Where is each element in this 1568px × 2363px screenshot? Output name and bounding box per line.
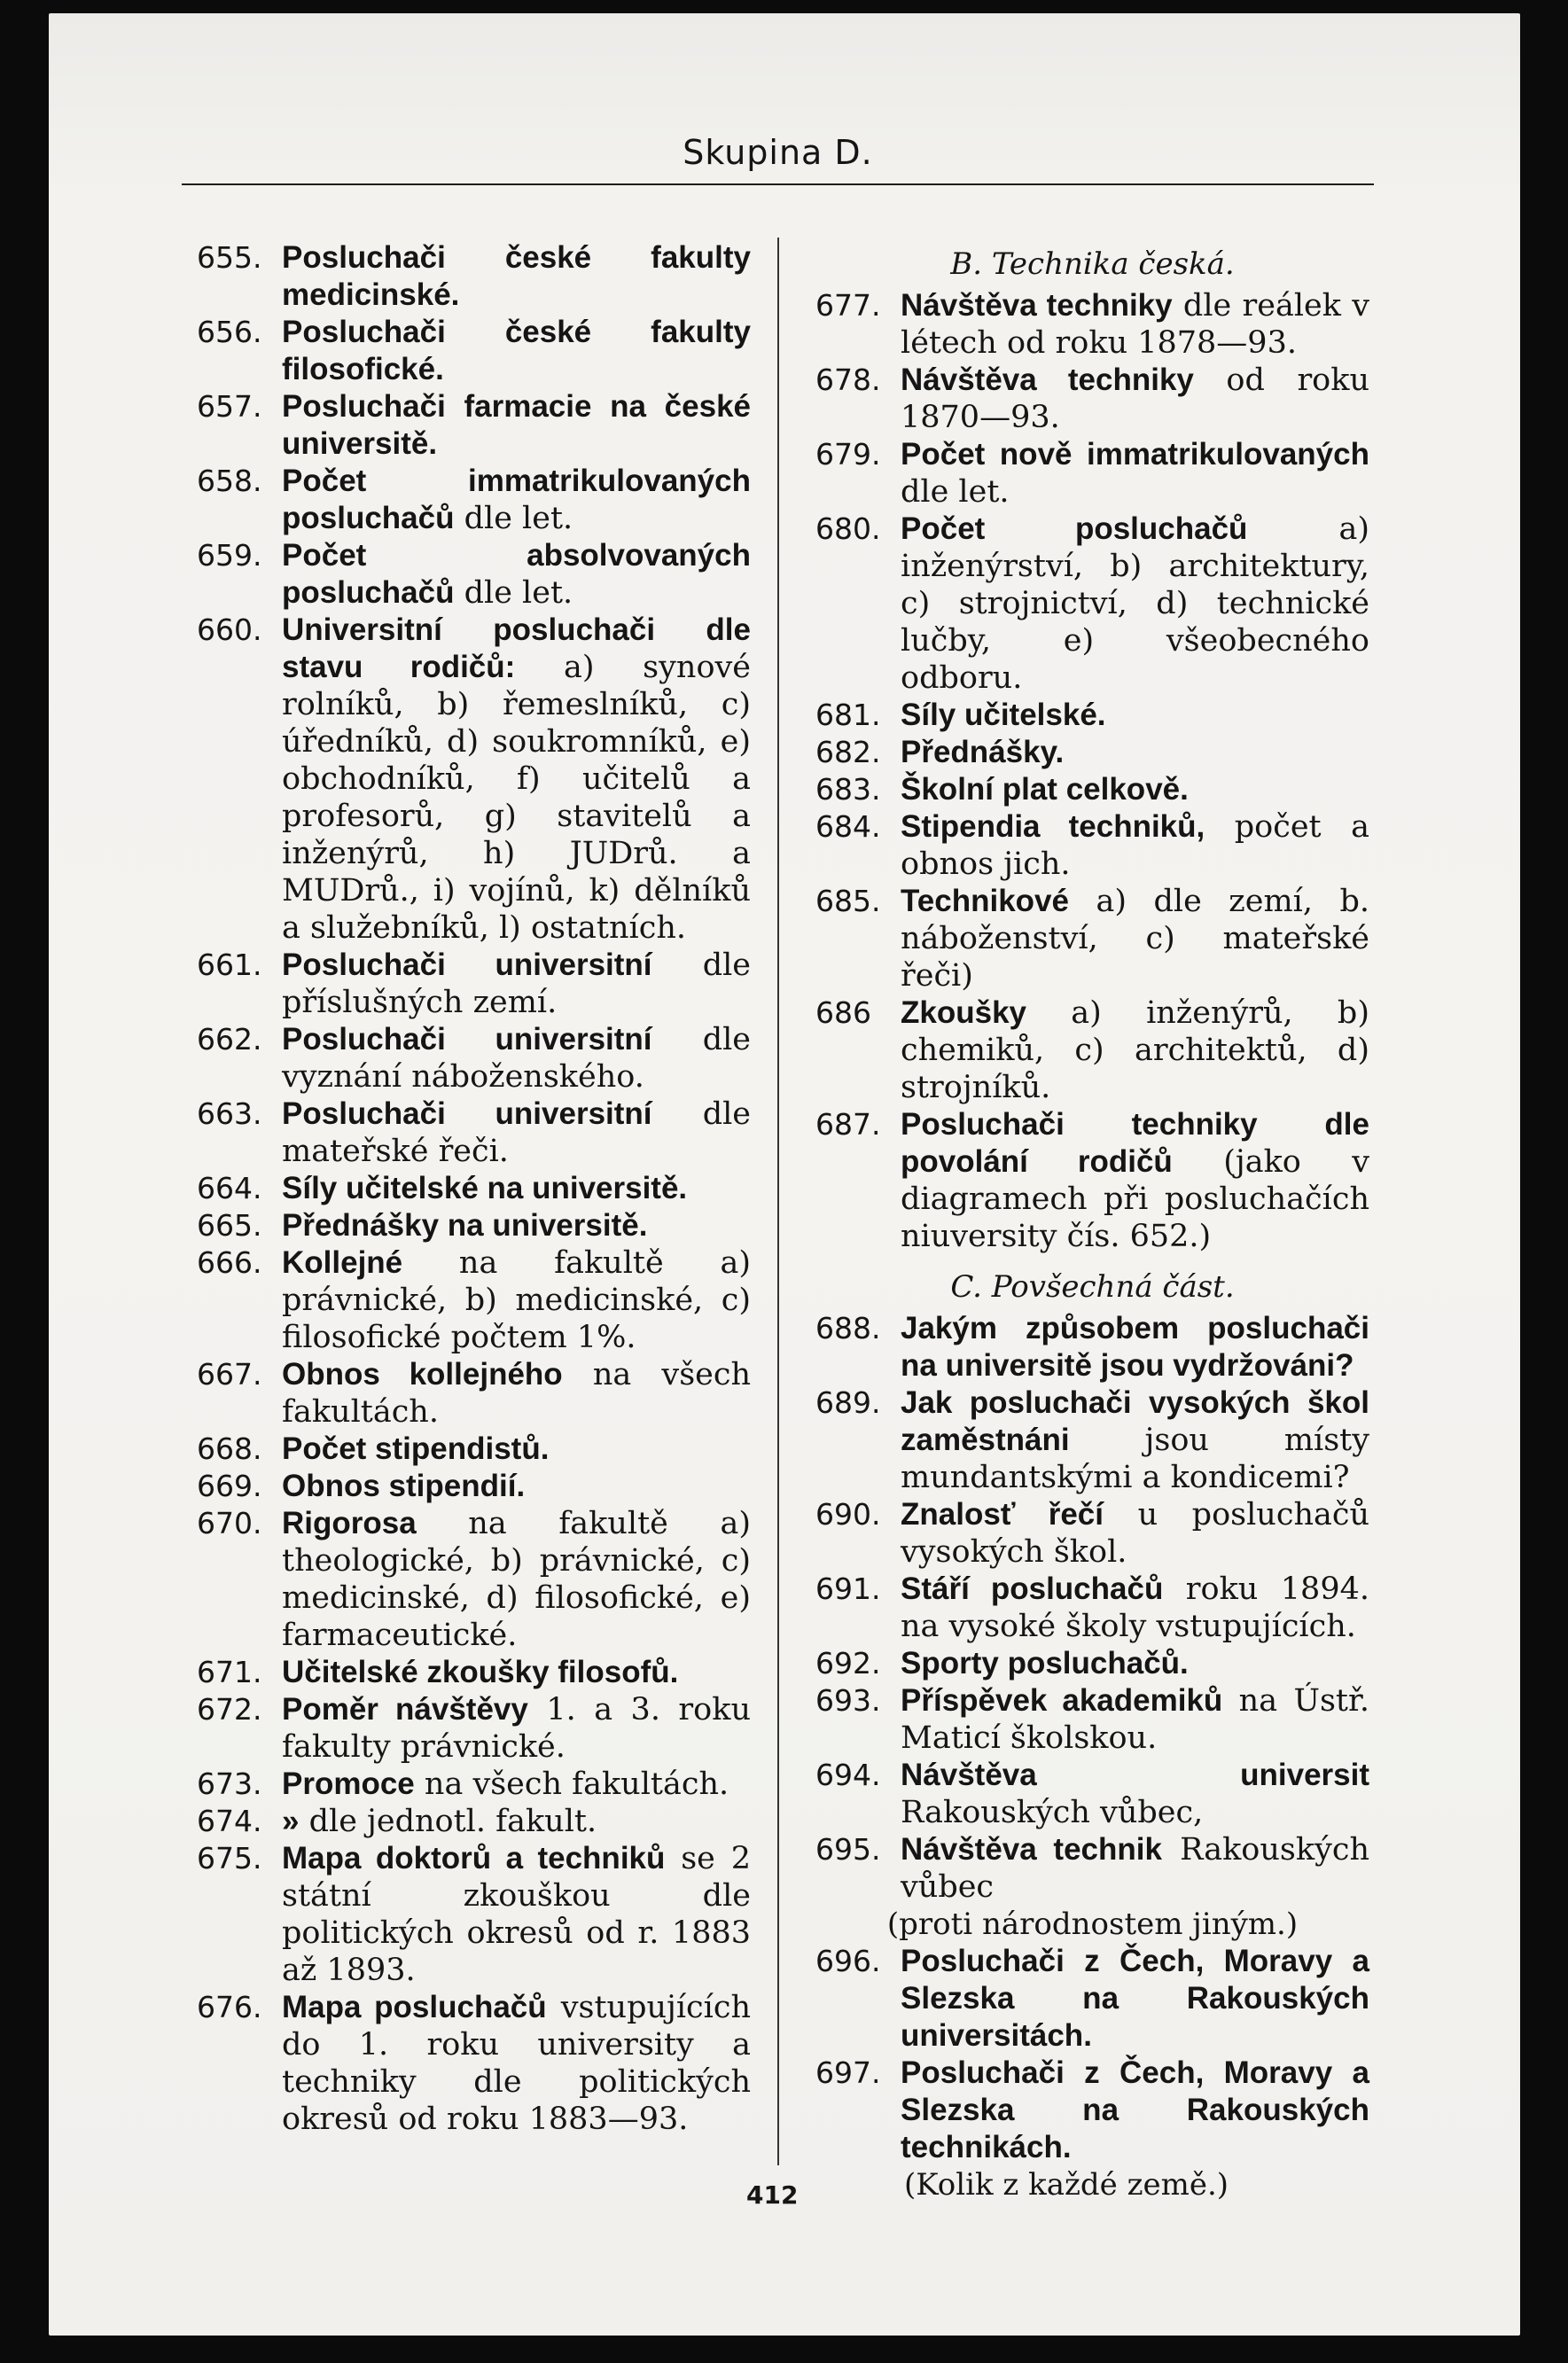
header-rule: [182, 183, 1374, 185]
entry-title: Síly učitelské.: [901, 698, 1106, 732]
column-divider: [777, 238, 779, 2165]
entry-description: dle jednotl. fakult.: [299, 1804, 597, 1839]
list-item: [197, 1468, 751, 1505]
entry-title: Školní plat celkově.: [901, 772, 1189, 807]
entry-number: 682.: [815, 735, 881, 769]
entry-text: [901, 1310, 1369, 1384]
list-item: [197, 463, 751, 537]
entry-title: Obnos kollejného: [282, 1357, 563, 1392]
list-item: [815, 1571, 1369, 1645]
entry-text: [282, 1840, 751, 1989]
entry-title: Posluchači universitní: [282, 1022, 652, 1057]
entry-number: 669.: [197, 1469, 262, 1503]
list-item: [815, 734, 1369, 771]
entry-title: Zkoušky: [901, 995, 1026, 1030]
entry-description: a) dle zemí, b. náboženství, c) mateřské řeči): [901, 884, 1369, 994]
entry-number: 692.: [815, 1646, 881, 1681]
entry-number: 676.: [197, 1990, 262, 2024]
entry-text: [901, 697, 1369, 734]
list-item: [815, 1682, 1369, 1757]
list-item: [197, 1170, 751, 1207]
entry-title: Technikové: [901, 884, 1069, 918]
entry-title: Počet nově immatrikulovaných: [901, 437, 1369, 472]
entry-text: [282, 1021, 751, 1096]
entry-number: 694.: [815, 1758, 881, 1792]
entry-title: Síly učitelské na universitě.: [282, 1171, 688, 1205]
list-item: [815, 994, 1369, 1106]
list-item: [815, 2055, 1369, 2166]
entry-number: 666.: [197, 1245, 262, 1280]
entry-title: Návštěva techniky: [901, 288, 1173, 323]
list-item: [815, 771, 1369, 808]
entry-title: Rigorosa: [282, 1506, 417, 1540]
entry-text: [282, 1989, 751, 2138]
entry-description: se 2 státní zkouškou dle politických okresů od r. 1883 až 1893.: [282, 1841, 751, 1988]
list-item: [197, 239, 751, 314]
entry-text: [282, 1654, 751, 1691]
entry-title: »: [282, 1804, 300, 1838]
entry-description: od roku 1870—93.: [901, 363, 1369, 435]
entry-title: Stipendia techniků,: [901, 809, 1205, 844]
entry-number: 696.: [815, 1944, 881, 1978]
entry-description: na fakultě a) theologické, b) právnické, c) medicinské, d) filosofické, e) farmaceutické.: [282, 1506, 751, 1653]
list-item: [197, 1654, 751, 1691]
list-item: [197, 612, 751, 947]
list-item: [197, 314, 751, 388]
list-item: [197, 388, 751, 463]
entry-description: a) inženýrství, b) architektury, c) strojnictví, d) technické lučby, e) všeobecného odboru.: [901, 511, 1369, 696]
entry-title: Počet posluchačů: [901, 511, 1248, 546]
entry-title: Znalosť řečí: [901, 1497, 1104, 1532]
entry-number: 681.: [815, 698, 881, 732]
entry-title: Universitní posluchači dle stavu rodičů:: [282, 612, 751, 684]
list-item: [197, 1803, 751, 1840]
entry-description: vstupujících do 1. roku university a techniky dle politických okresů od roku 1883—93.: [282, 1990, 751, 2137]
entry-title: Posluchači techniky dle povolání rodičů: [901, 1107, 1369, 1179]
list-item: [815, 436, 1369, 511]
entry-title: Obnos stipendií.: [282, 1469, 526, 1503]
entry-number: 686: [815, 995, 871, 1030]
entry-title: Sporty posluchačů.: [901, 1646, 1189, 1681]
entry-number: 661.: [197, 948, 262, 982]
list-item: [815, 1757, 1369, 1831]
section-heading-c: C. Povšechná část.: [950, 1269, 1235, 1305]
entry-text: [282, 1244, 751, 1356]
entry-text: [901, 1682, 1369, 1757]
entry-description: na fakultě a) právnické, b) medicinské, c) filosofické počtem 1%.: [282, 1245, 751, 1355]
list-item: [815, 1310, 1369, 1384]
section-c-list: [815, 1310, 1369, 1906]
entry-description: dle let.: [454, 501, 573, 536]
entry-number: 667.: [197, 1357, 262, 1392]
list-item: [815, 883, 1369, 994]
entry-number: 675.: [197, 1841, 262, 1876]
entry-description: na Ústř. Maticí školskou.: [901, 1683, 1369, 1756]
list-item: [197, 1431, 751, 1468]
entry-number: 693.: [815, 1683, 881, 1718]
entry-number: 655.: [197, 240, 262, 275]
entry-number: 683.: [815, 772, 881, 807]
entry-number: 689.: [815, 1385, 881, 1420]
entry-title: Jakým způsobem posluchači na universitě jsou vydržováni?: [901, 1311, 1369, 1383]
entry-description: Rakouských vůbec,: [901, 1795, 1204, 1830]
list-item: [815, 1943, 1369, 2055]
entry-text: [901, 511, 1369, 697]
entry-text: [901, 362, 1369, 436]
list-item: [815, 1645, 1369, 1682]
list-item: [815, 362, 1369, 436]
entry-text: [901, 1757, 1369, 1831]
entry-text: [901, 2055, 1369, 2166]
section-heading-b: B. Technika česká.: [950, 246, 1235, 282]
entry-description: na všech fakultách.: [282, 1357, 752, 1430]
entry-text: [282, 1356, 751, 1431]
entry-number: 660.: [197, 612, 262, 647]
entry-number: 690.: [815, 1497, 881, 1532]
list-item: [197, 1356, 751, 1431]
entry-number: 695.: [815, 1832, 881, 1867]
right-column: [815, 239, 1369, 2203]
section-b-list: [815, 287, 1369, 1255]
entry-title: Kollejné: [282, 1245, 403, 1280]
entry-number: 687.: [815, 1107, 881, 1142]
entry-text: [901, 1571, 1369, 1645]
list-item: [197, 1096, 751, 1170]
list-item: [815, 697, 1369, 734]
entry-text: [901, 808, 1369, 883]
entry-number: 670.: [197, 1506, 262, 1540]
entry-text: [282, 1468, 751, 1505]
entry-number: 659.: [197, 538, 262, 573]
entry-number: 691.: [815, 1571, 881, 1606]
entry-number: 657.: [197, 389, 262, 424]
entry-text: [901, 1496, 1369, 1571]
entry-number: 678.: [815, 363, 881, 397]
entry-title: Návštěva technik: [901, 1832, 1162, 1867]
note-695: (proti národnostem jiným.): [886, 1907, 1299, 1942]
entry-number: 677.: [815, 288, 881, 323]
entry-number: 658.: [197, 464, 262, 498]
entry-title: Učitelské zkoušky filosofů.: [282, 1655, 679, 1689]
entry-text: [901, 883, 1369, 994]
entry-title: Přednášky.: [901, 735, 1065, 769]
entry-number: 671.: [197, 1655, 262, 1689]
entry-title: Posluchači universitní: [282, 948, 652, 982]
entry-number: 656.: [197, 315, 262, 349]
page-header: Skupina D.: [683, 133, 873, 172]
note-697: (Kolik z každé země.): [904, 2167, 1229, 2203]
entry-number: 673.: [197, 1766, 262, 1801]
entry-text: [282, 947, 751, 1021]
entry-text: [282, 463, 751, 537]
entry-text: [901, 771, 1369, 808]
entry-number: 664.: [197, 1171, 262, 1205]
entry-text: [282, 1431, 751, 1468]
entry-text: [901, 287, 1369, 362]
entry-title: Promoce: [282, 1766, 415, 1801]
entry-description: Rakouských vůbec: [901, 1832, 1370, 1905]
entry-description: a) synové rolníků, b) řemeslníků, c) úředníků, d) soukromníků, e) obchodníků, f) učitelů a profesorů, g) stavitelů a inženýrů, h) JUDrů. a MUDrů., i) vojínů, k) dělníků a služebníků, l) ostatních.: [282, 650, 752, 946]
entry-text: [282, 388, 751, 463]
entry-title: Posluchači universitní: [282, 1096, 652, 1131]
entry-number: 672.: [197, 1692, 262, 1727]
entry-description: dle reálek v létech od roku 1878—93.: [901, 288, 1370, 361]
entry-title: Počet absolvovaných posluchačů: [282, 538, 751, 610]
entry-text: [901, 1943, 1369, 2055]
entry-text: [282, 1691, 751, 1766]
entry-number: 680.: [815, 511, 881, 546]
entry-title: Poměr návštěvy: [282, 1692, 528, 1727]
entry-text: [901, 1384, 1369, 1496]
entry-number: 674.: [197, 1804, 262, 1838]
entry-title: Mapa posluchačů: [282, 1990, 547, 2024]
entry-title: Posluchači farmacie na české universitě.: [282, 389, 751, 461]
entry-description: a) inženýrů, b) chemiků, c) architektů, d) strojníků.: [901, 995, 1369, 1105]
list-item: [197, 1207, 751, 1244]
list-item: [197, 1840, 751, 1989]
entry-title: Počet immatrikulovaných posluchačů: [282, 464, 751, 535]
entry-title: Počet stipendistů.: [282, 1431, 550, 1466]
entry-description: dle let.: [454, 575, 573, 611]
list-item: [815, 1106, 1369, 1255]
entry-text: [282, 314, 751, 388]
entry-text: [901, 436, 1369, 511]
entry-description: dle vyznání náboženského.: [282, 1022, 751, 1095]
entry-title: Posluchači české fakulty filosofické.: [282, 315, 751, 386]
entry-number: 665.: [197, 1208, 262, 1243]
entry-number: 662.: [197, 1022, 262, 1057]
entry-title: Posluchači z Čech, Moravy a Slezska na Rakouských universitách.: [901, 1944, 1369, 2053]
entry-title: Posluchači české fakulty medicinské.: [282, 240, 751, 312]
left-column: [197, 239, 751, 2138]
entry-title: Příspěvek akademiků: [901, 1683, 1223, 1718]
list-item: [197, 1505, 751, 1654]
entry-text: [282, 1505, 751, 1654]
entry-number: 668.: [197, 1431, 262, 1466]
entry-title: Návštěva techniky: [901, 363, 1194, 397]
entry-text: [282, 1170, 751, 1207]
entry-text: [282, 239, 751, 314]
entry-number: 697.: [815, 2055, 881, 2090]
list-item: [197, 1244, 751, 1356]
entry-description: dle let.: [901, 474, 1010, 510]
entry-title: Posluchači z Čech, Moravy a Slezska na Rakouských technikách.: [901, 2055, 1369, 2164]
entry-text: [901, 1831, 1369, 1906]
entry-title: Jak posluchači vysokých škol zaměstnáni: [901, 1385, 1369, 1457]
entry-title: Stáří posluchačů: [901, 1571, 1164, 1606]
entry-description: dle příslušných zemí.: [282, 948, 751, 1020]
entry-description: roku 1894. na vysoké školy vstupujících.: [901, 1571, 1369, 1644]
entry-description: dle mateřské řeči.: [282, 1096, 751, 1169]
list-item: [197, 1766, 751, 1803]
entry-number: 688.: [815, 1311, 881, 1345]
entry-text: [282, 1803, 751, 1840]
entry-description: (jako v diagramech při posluchačích niuversity čís. 652.): [901, 1144, 1369, 1254]
entry-description: jsou místy mundantskými a kondicemi?: [901, 1423, 1369, 1495]
entry-text: [282, 1766, 751, 1803]
entry-title: Přednášky na universitě.: [282, 1208, 648, 1243]
list-item: [197, 1691, 751, 1766]
section-c-list-2: [815, 1943, 1369, 2166]
entry-text: [901, 1645, 1369, 1682]
entry-title: Návštěva universit: [901, 1758, 1369, 1792]
entry-number: 684.: [815, 809, 881, 844]
list-item: [197, 537, 751, 612]
entry-description: na všech fakultách.: [414, 1766, 729, 1802]
list-item: [815, 287, 1369, 362]
list-item: [815, 808, 1369, 883]
entry-description: 1. a 3. roku fakulty právnické.: [282, 1692, 751, 1765]
entry-title: Mapa doktorů a techniků: [282, 1841, 666, 1876]
page-number: 412: [746, 2180, 799, 2210]
entry-number: 663.: [197, 1096, 262, 1131]
entry-description: počet a obnos jich.: [901, 809, 1369, 882]
list-item: [815, 511, 1369, 697]
entry-text: [282, 1096, 751, 1170]
entry-description: u posluchačů vysokých škol.: [901, 1497, 1369, 1570]
list-item: [815, 1384, 1369, 1496]
list-item: [197, 947, 751, 1021]
entry-text: [282, 1207, 751, 1244]
list-item: [197, 1989, 751, 2138]
entry-text: [901, 734, 1369, 771]
entry-number: 685.: [815, 884, 881, 918]
entry-text: [901, 1106, 1369, 1255]
list-item: [197, 1021, 751, 1096]
entry-text: [901, 994, 1369, 1106]
list-item: [815, 1496, 1369, 1571]
list-item: [815, 1831, 1369, 1906]
entry-number: 679.: [815, 437, 881, 472]
entry-text: [282, 537, 751, 612]
entry-text: [282, 612, 751, 947]
